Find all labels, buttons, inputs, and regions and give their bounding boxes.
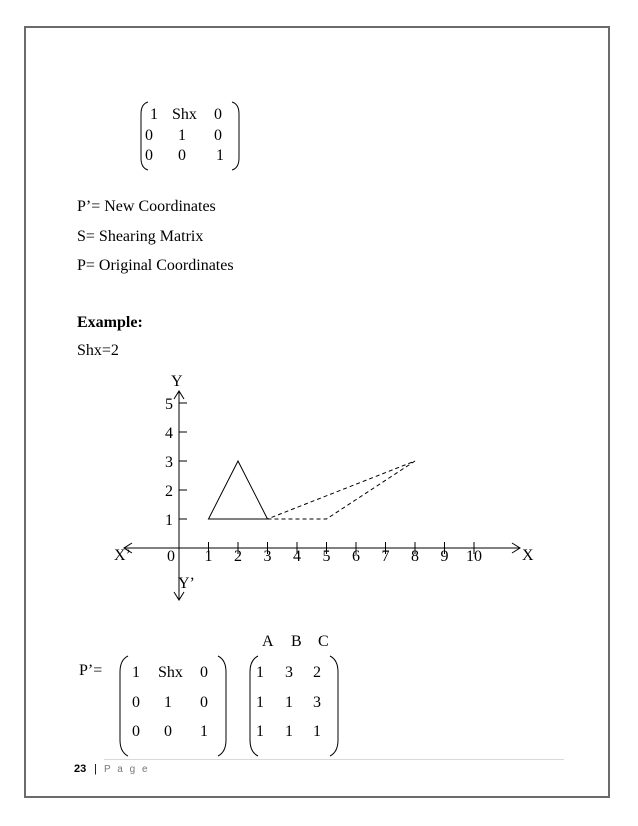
matrix-cell: 0 (132, 694, 140, 711)
matrix-cell: 1 (256, 664, 264, 681)
footer-rule (104, 759, 564, 760)
x-axis-label: X (522, 547, 534, 564)
matrix-cell: 3 (313, 694, 321, 711)
x-tick-label: 8 (411, 548, 419, 565)
matrix-cell: 0 (145, 127, 153, 144)
matrix-cell: 1 (285, 694, 293, 711)
matrix-cell: 1 (164, 694, 172, 711)
matrix-cell: 1 (132, 664, 140, 681)
x-tick-label: 7 (381, 548, 390, 565)
definition-new-coordinates: P’= New Coordinates (77, 198, 216, 215)
original-triangle (209, 461, 268, 519)
x-tick-label: 2 (234, 548, 242, 565)
y-axis-label: Y (171, 373, 183, 390)
page-number: 23 (74, 763, 87, 775)
matrix-cell: 1 (285, 723, 293, 740)
sheared-triangle (268, 461, 416, 519)
matrix-cell: 1 (256, 723, 264, 740)
matrix-cell: 0 (200, 664, 208, 681)
shear-matrix (118, 654, 228, 758)
matrix-cell: 0 (178, 147, 186, 164)
x-tick-label: 0 (167, 548, 175, 565)
computation-lhs: P’= (79, 662, 103, 679)
matrix-cell: Shx (172, 106, 197, 123)
definition-original-coordinates: P= Original Coordinates (77, 257, 234, 274)
y-tick-label: 2 (165, 483, 173, 500)
point-header-b: B (291, 633, 302, 650)
matrix-cell: 1 (150, 106, 158, 123)
matrix-cell: Shx (158, 664, 183, 681)
x-tick-label: 3 (263, 548, 272, 565)
shear-value: Shx=2 (77, 342, 119, 359)
x-tick-label: 6 (352, 548, 360, 565)
matrix-cell: 0 (164, 723, 172, 740)
x-tick-label: 9 (440, 548, 449, 565)
matrix-cell: 1 (216, 147, 224, 164)
matrix-cell: 0 (132, 723, 140, 740)
matrix-cell: 0 (145, 147, 153, 164)
y-tick-label: 4 (165, 425, 173, 442)
x-tick-label: 10 (466, 548, 482, 565)
point-matrix (248, 654, 340, 758)
matrix-cell: 1 (178, 127, 186, 144)
definition-shearing-matrix: S= Shearing Matrix (77, 228, 204, 245)
page-label: P a g e (104, 764, 150, 775)
matrix-cell: 1 (256, 694, 264, 711)
matrix-cell: 0 (214, 127, 222, 144)
matrix-cell: 0 (214, 106, 222, 123)
matrix-cell: 3 (285, 664, 293, 681)
matrix-cell: 2 (313, 664, 321, 681)
y-tick-label: 3 (165, 454, 173, 471)
matrix-cell: 0 (200, 694, 208, 711)
x-tick-label: 5 (322, 548, 331, 565)
y-neg-label: Y’ (178, 575, 195, 592)
y-tick-label: 5 (165, 396, 173, 413)
x-tick-label: 1 (204, 548, 213, 565)
x-tick-label: 4 (293, 548, 301, 565)
matrix-cell: 1 (313, 723, 321, 740)
example-heading: Example: (77, 314, 143, 331)
point-header-a: A (262, 633, 274, 650)
footer-separator: | (94, 763, 97, 775)
x-neg-label: X’ (114, 547, 131, 564)
point-header-c: C (318, 633, 329, 650)
y-tick-label: 1 (165, 512, 173, 529)
matrix-cell: 1 (200, 723, 208, 740)
